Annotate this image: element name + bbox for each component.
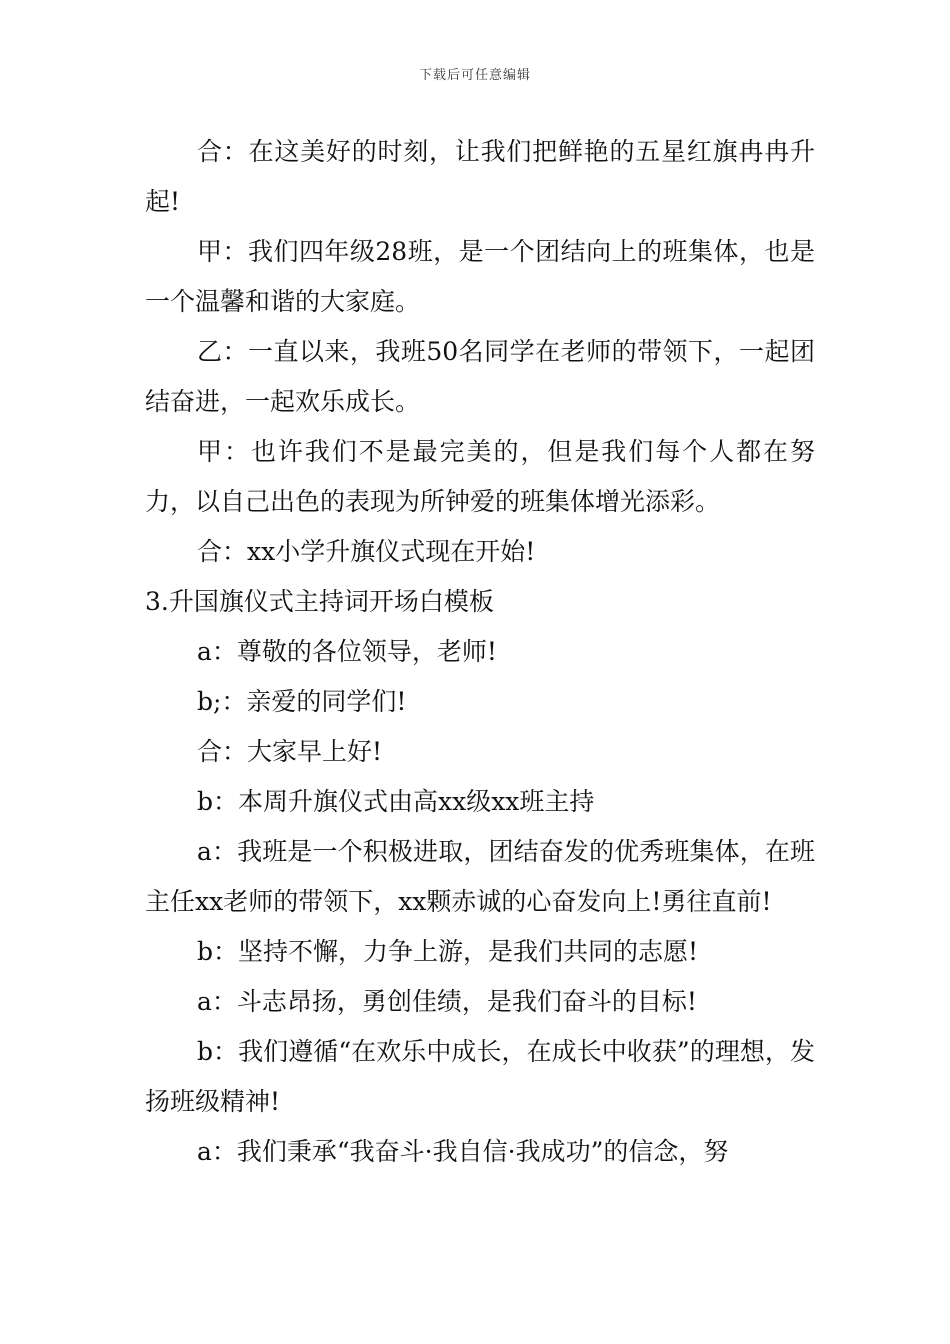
- paragraph-jia-1: 甲：我们四年级28班，是一个团结向上的班集体，也是一个温馨和谐的大家庭。: [145, 237, 815, 316]
- paragraph-jia-2: 甲：也许我们不是最完美的，但是我们每个人都在努力，以自己出色的表现为所钟爱的班集体增光添彩。: [145, 437, 815, 516]
- paragraph-he-3: 合：大家早上好!: [197, 737, 383, 766]
- paragraph-he-2: 合：xx小学升旗仪式现在开始!: [197, 537, 536, 566]
- paragraph-a-3: a：斗志昂扬，勇创佳绩，是我们奋斗的目标!: [197, 987, 697, 1016]
- paragraph-b-1: b;：亲爱的同学们!: [197, 687, 407, 716]
- paragraph-yi-1: 乙：一直以来，我班50名同学在老师的带领下，一起团结奋进，一起欢乐成长。: [145, 337, 815, 416]
- paragraph-b-4: b：我们遵循“在欢乐中成长，在成长中收获”的理想，发扬班级精神!: [145, 1037, 815, 1116]
- header-note: 下载后可任意编辑: [418, 68, 531, 83]
- paragraph-a-4: a：我们秉承“我奋斗·我自信·我成功”的信念，努: [197, 1137, 729, 1166]
- paragraph-b-2: b：本周升旗仪式由高xx级xx班主持: [197, 787, 595, 816]
- paragraph-b-3: b：坚持不懈，力争上游，是我们共同的志愿!: [197, 937, 699, 966]
- paragraph-he-1: 合：在这美好的时刻，让我们把鲜艳的五星红旗冉冉升起!: [145, 137, 815, 216]
- paragraph-a-1: a：尊敬的各位领导，老师!: [197, 637, 497, 666]
- section-heading: 3.升国旗仪式主持词开场白模板: [145, 587, 494, 616]
- paragraph-a-2: a：我班是一个积极进取，团结奋发的优秀班集体，在班主任xx老师的带领下，xx颗赤诚的心奋发向上!勇往直前!: [145, 837, 815, 916]
- document-body: [145, 127, 815, 1177]
